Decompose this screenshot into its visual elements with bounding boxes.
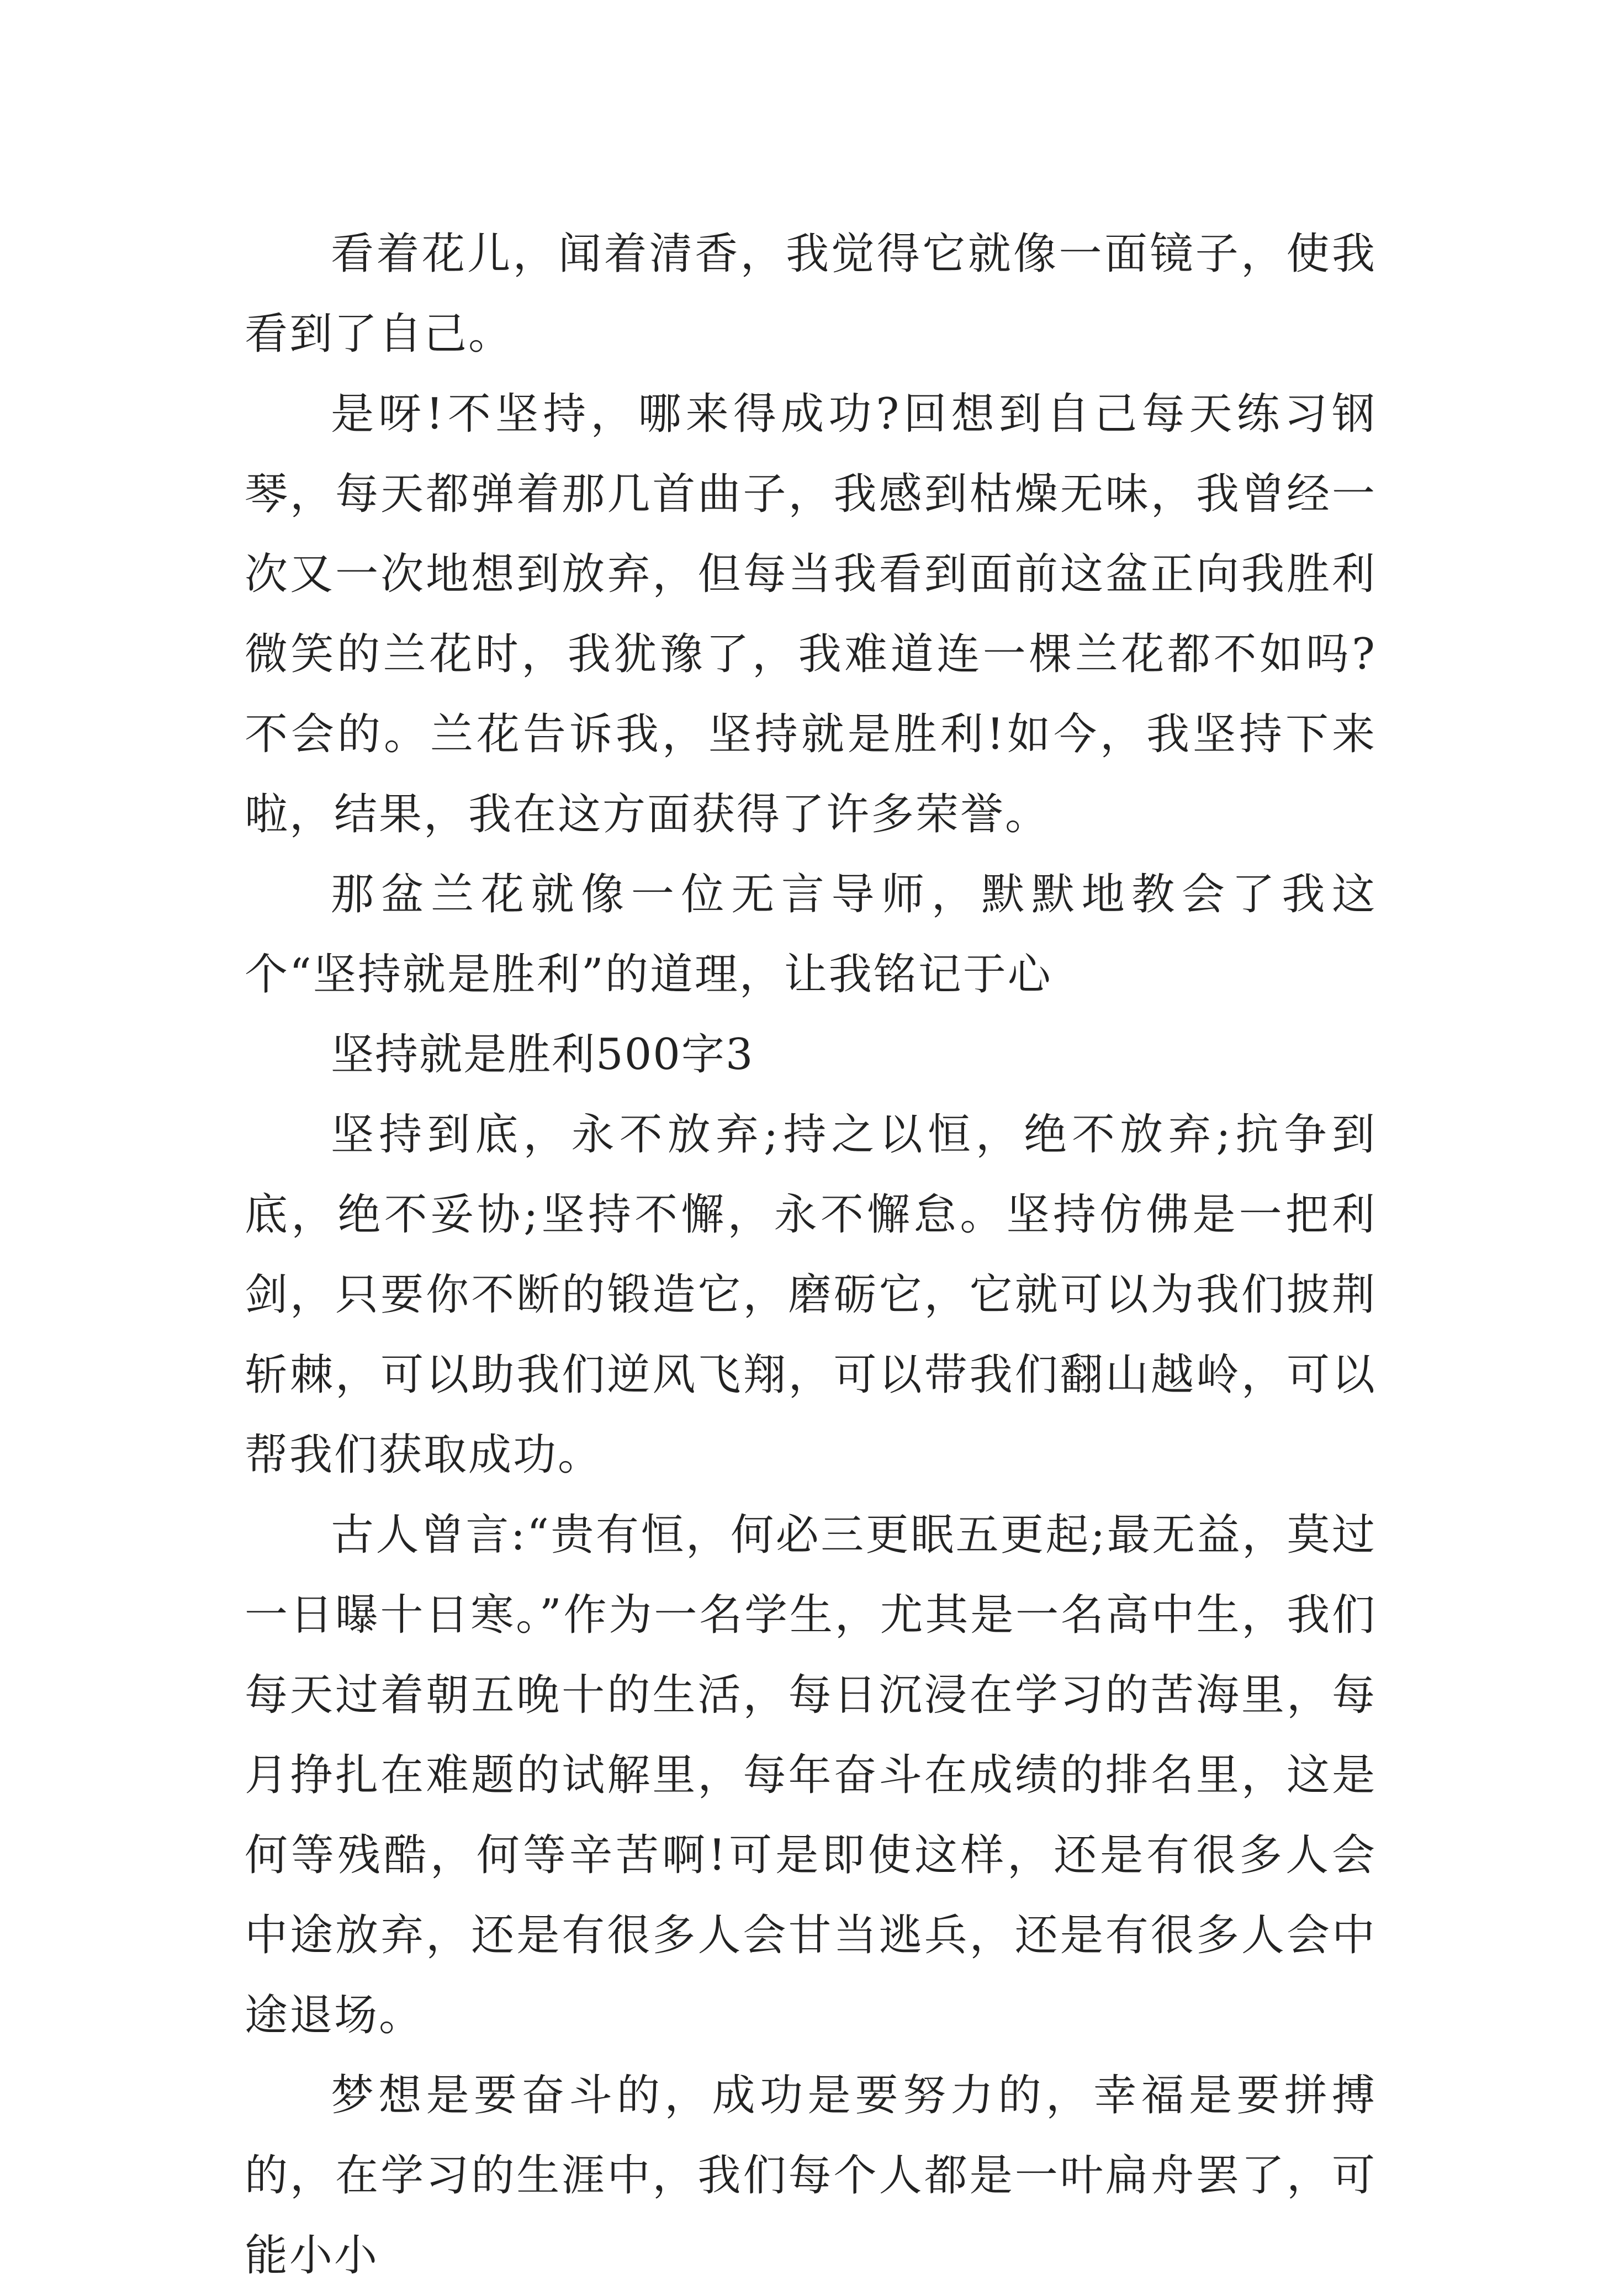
paragraph-orchid-teacher: 那盆兰花就像一位无言导师，默默地教会了我这个“坚持就是胜利”的道理，让我铭记于心 xyxy=(245,870,1377,999)
section-title: 坚持就是胜利500字3 xyxy=(331,1030,754,1080)
paragraph-persistence: 坚持到底，永不放弃;持之以恒，绝不放弃;抗争到底，绝不妥协;坚持不懈，永不懈怠。坚持仿佛是一把利剑，只要你不断的锻造它，磨砺它，它就可以为我们披荆斩棘，可以助我们逆风飞翔，可以带我们翻山越岭，可以帮我们获取成功。 xyxy=(245,1110,1377,1480)
paragraph-dreams: 梦想是要奋斗的，成功是要努力的，幸福是要拼搏的，在学习的生涯中，我们每个人都是一叶扁舟罢了，可能小小 xyxy=(245,2071,1377,2281)
paragraph-piano: 是呀!不坚持，哪来得成功?回想到自己每天练习钢琴，每天都弹着那几首曲子，我感到枯燥无味，我曾经一次又一次地想到放弃，但每当我看到面前这盆正向我胜利微笑的兰花时，我犹豫了，我难道连一棵兰花都不如吗?不会的。兰花告诉我，坚持就是胜利!如今，我坚持下来啦，结果，我在这方面获得了许多荣誉。 xyxy=(245,389,1377,839)
paragraph-ancient-saying: 古人曾言:“贵有恒，何必三更眠五更起;最无益，莫过一日曝十日寒。”作为一名学生，尤其是一名高中生，我们每天过着朝五晚十的生活，每日沉浸在学习的苦海里，每月挣扎在难题的试解里，每年奋斗在成绩的排名里，这是何等残酷，何等辛苦啊!可是即使这样，还是有很多人会中途放弃，还是有很多人会甘当逃兵，还是有很多人会中途退场。 xyxy=(245,1510,1377,2040)
document-body xyxy=(245,214,1377,2296)
paragraph-mirror: 看着花儿，闻着清香，我觉得它就像一面镜子，使我看到了自己。 xyxy=(245,229,1377,359)
